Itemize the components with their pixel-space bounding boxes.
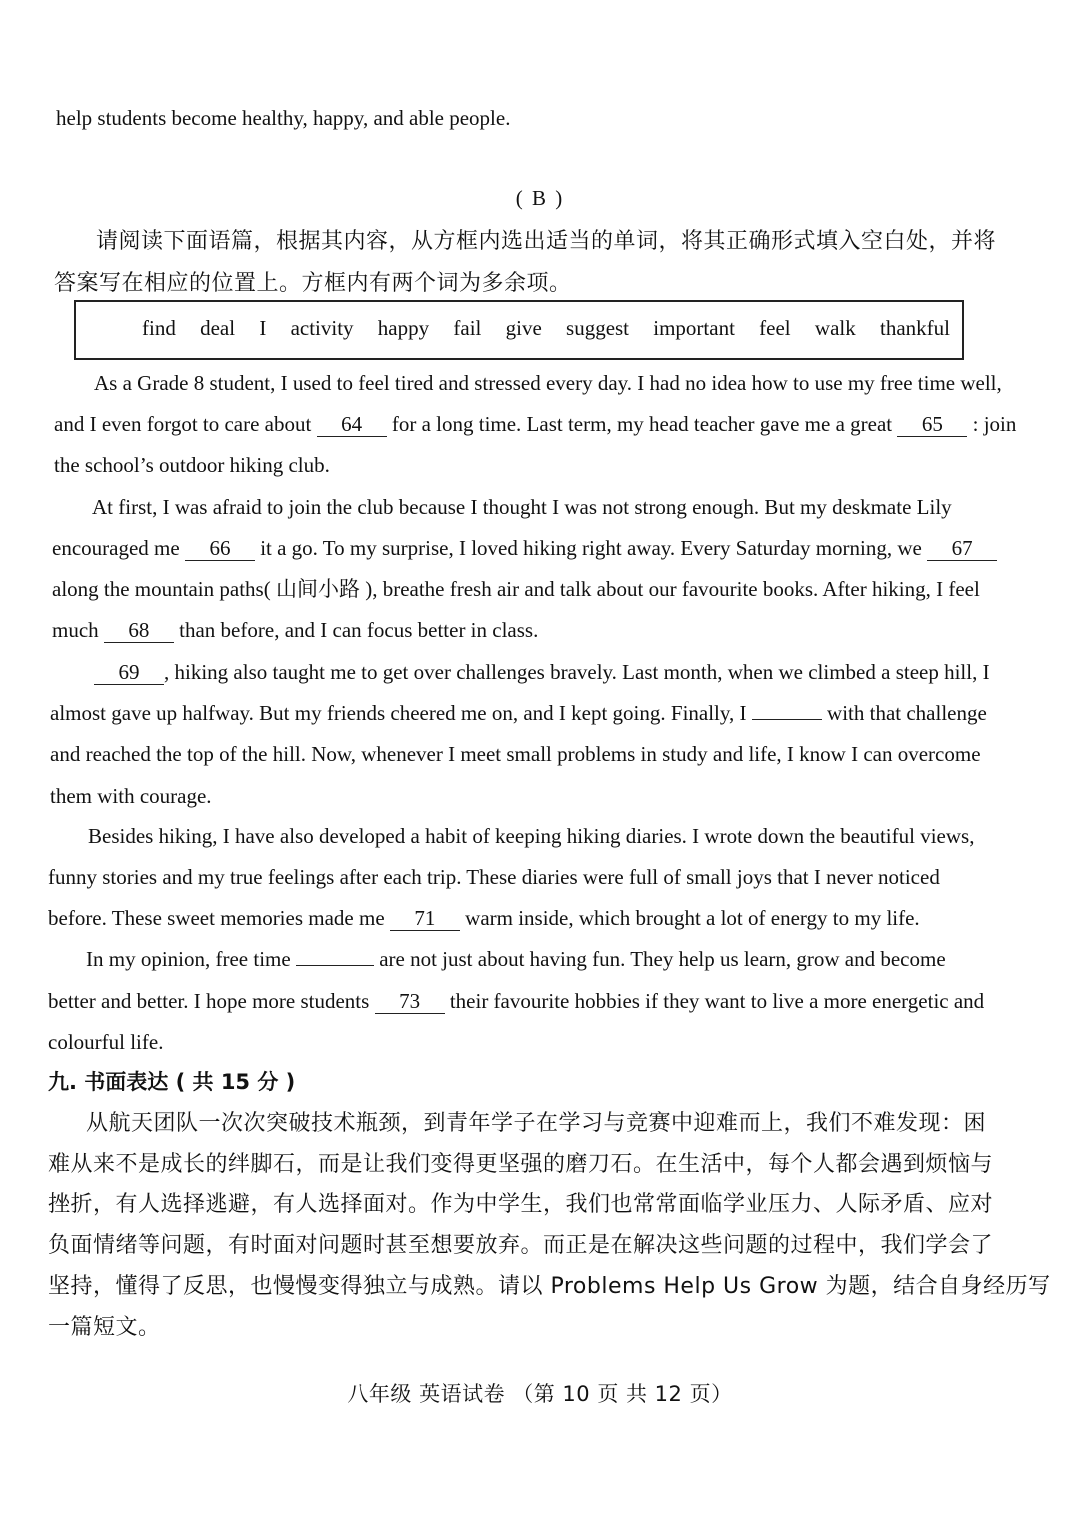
writing-prompt-line: 从航天团队一次次突破技术瓶颈，到青年学子在学习与竞赛中迎难而上，我们不难发现：困 [86, 1111, 987, 1136]
passage-line: along the mountain paths( 山间小路 ), breathe fresh air and talk about our favourite books. After hiking, I feel [52, 577, 980, 601]
passage-line [52, 534, 997, 562]
answer-blank-73[interactable]: 73 [375, 989, 445, 1014]
word-bank-item: fail [453, 316, 482, 340]
passage-line [54, 410, 1016, 438]
answer-blank-68[interactable]: 68 [104, 618, 174, 643]
instruction-line-2: 答案写在相应的位置上。方框内有两个词为多余项。 [54, 271, 572, 296]
passage-text: In my opinion, free time [86, 947, 291, 971]
answer-blank-69[interactable]: 69 [94, 660, 164, 685]
word-bank-item: walk [814, 316, 856, 340]
instruction-line-1: 请阅读下面语篇，根据其内容，从方框内选出适当的单词，将其正确形式填入空白处，并将 [96, 229, 997, 254]
word-bank-item: feel [759, 316, 791, 340]
writing-prompt-line: 一篇短文。 [48, 1315, 161, 1340]
passage-line [86, 945, 946, 973]
passage-line: As a Grade 8 student, I used to feel tired and stressed every day. I had no idea how to use my free time well, [94, 371, 1002, 395]
writing-heading: 九. 书面表达 ( 共 15 分 ) [48, 1070, 296, 1094]
answer-blank-64[interactable]: 64 [317, 412, 387, 437]
passage-line: At first, I was afraid to join the club because I thought I was not strong enough. But my deskmate Lily [92, 495, 952, 519]
passage-text: are not just about having fun. They help us learn, grow and become [379, 947, 946, 971]
passage-text: before. These sweet memories made me [48, 906, 385, 930]
passage-text: for a long time. Last term, my head teacher gave me a great [391, 412, 893, 436]
answer-blank-71[interactable]: 71 [390, 906, 460, 931]
word-bank-item: thankful [879, 316, 950, 340]
passage-text: their favourite hobbies if they want to live a more energetic and [449, 989, 985, 1013]
passage-text: than before, and I can focus better in class. [179, 618, 539, 642]
passage-line [52, 616, 538, 644]
top-line: help students become healthy, happy, and able people. [56, 106, 511, 130]
answer-blank-65[interactable]: 65 [897, 412, 967, 437]
page-footer: 八年级 英语试卷 （第 10 页 共 12 页） [347, 1382, 733, 1406]
passage-text: almost gave up halfway. But my friends cheered me on, and I kept going. Finally, I [50, 701, 747, 725]
word-bank-list [142, 316, 969, 341]
answer-blank-66[interactable]: 66 [185, 536, 255, 561]
word-bank-item: give [505, 316, 542, 340]
passage-text: , hiking also taught me to get over challenges bravely. Last month, when we climbed a steep hill, I [164, 660, 990, 684]
word-bank-item: activity [290, 316, 354, 340]
word-bank-item: find [142, 316, 176, 340]
writing-prompt-line: 负面情绪等问题，有时面对问题时甚至想要放弃。而正是在解决这些问题的过程中，我们学会了 [48, 1233, 994, 1258]
passage-line: and reached the top of the hill. Now, whenever I meet small problems in study and life, I know I can overcome [50, 742, 981, 766]
answer-blank-67[interactable]: 67 [927, 536, 997, 561]
word-bank-item: important [653, 316, 735, 340]
passage-line [48, 987, 984, 1015]
word-bank-item: suggest [566, 316, 630, 340]
word-bank-item: deal [200, 316, 236, 340]
passage-text: much [52, 618, 99, 642]
answer-blank-72[interactable] [296, 965, 374, 966]
passage-line: them with courage. [50, 784, 212, 808]
writing-prompt-line: 难从来不是成长的绊脚石，而是让我们变得更坚强的磨刀石。在生活中，每个人都会遇到烦恼与 [48, 1152, 994, 1177]
passage-text: better and better. I hope more students [48, 989, 370, 1013]
passage-text: and I even forgot to care about [54, 412, 312, 436]
passage-line [50, 699, 987, 727]
passage-text: warm inside, which brought a lot of energy to my life. [465, 906, 920, 930]
answer-blank-70[interactable] [752, 719, 822, 720]
word-bank-box [74, 300, 964, 360]
writing-prompt-line: 挫折，有人选择逃避，有人选择面对。作为中学生，我们也常常面临学业压力、人际矛盾、应对 [48, 1192, 994, 1217]
passage-line: funny stories and my true feelings after each trip. These diaries were full of small joys that I never noticed [48, 865, 940, 889]
passage-text: encouraged me [52, 536, 180, 560]
section-b-label: ( B ) [515, 186, 565, 210]
passage-line [94, 658, 990, 686]
word-bank-item: happy [377, 316, 430, 340]
passage-line: the school’s outdoor hiking club. [54, 453, 330, 477]
word-bank-item: I [259, 316, 267, 340]
passage-text: with that challenge [827, 701, 987, 725]
writing-prompt-line: 坚持，懂得了反思，也慢慢变得独立与成熟。请以 Problems Help Us Grow 为题，结合自身经历写 [48, 1274, 1051, 1299]
passage-text: : join [972, 412, 1017, 436]
passage-line [48, 904, 920, 932]
passage-line: Besides hiking, I have also developed a habit of keeping hiking diaries. I wrote down the beautiful views, [88, 824, 975, 848]
passage-line: colourful life. [48, 1030, 164, 1054]
passage-text: it a go. To my surprise, I loved hiking right away. Every Saturday morning, we [260, 536, 922, 560]
